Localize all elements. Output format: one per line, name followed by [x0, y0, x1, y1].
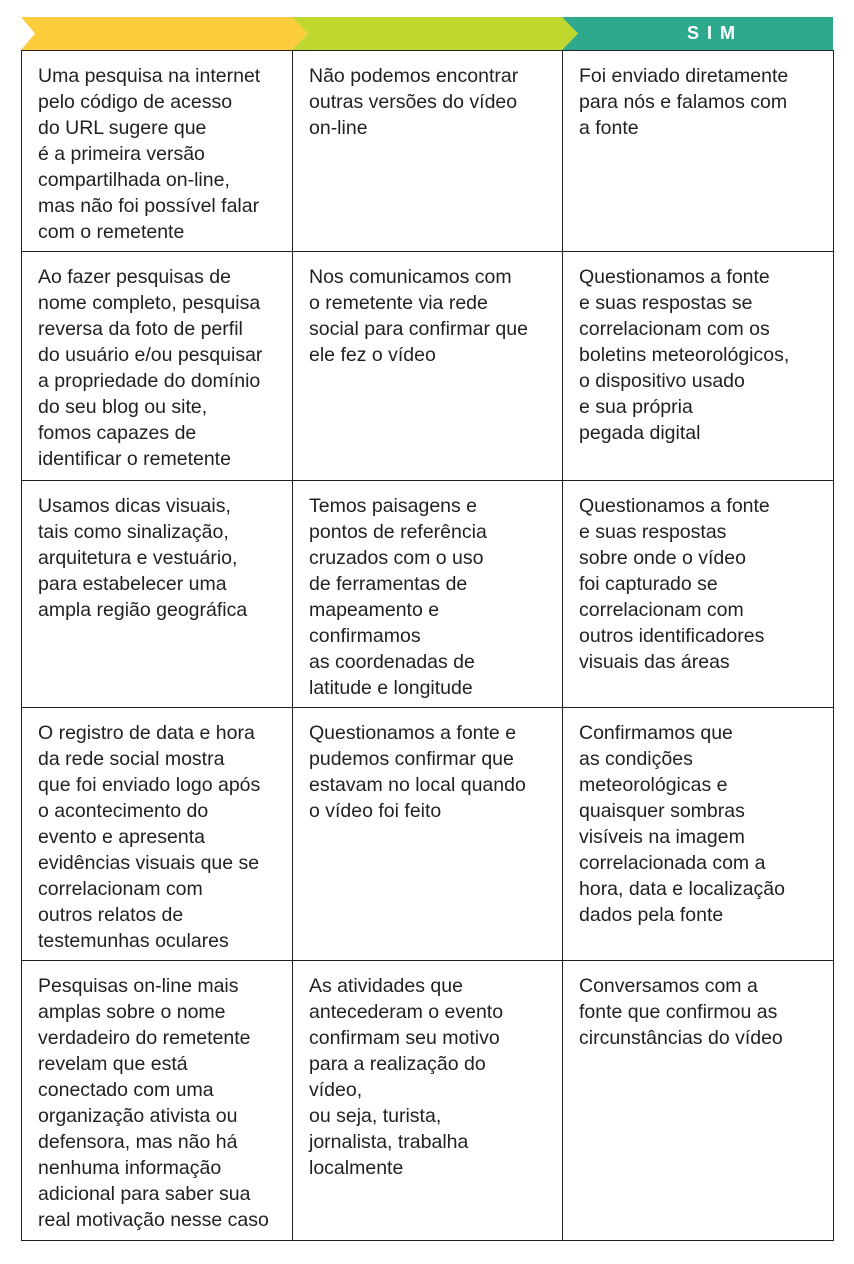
table-row — [22, 708, 834, 961]
table-cell: Questionamos a fonte e suas respostas se correlacionam com os boletins meteorológicos, o dispositivo usado e sua própria pegada digital — [563, 252, 834, 481]
table-cell: Pesquisas on-line mais amplas sobre o nome verdadeiro do remetente revelam que está conectado com uma organização ativista ou defensora, mas não há nenhuma informação adicional para saber sua real motivação nesse caso — [22, 961, 293, 1241]
table-row — [22, 481, 834, 708]
table-cell: Usamos dicas visuais, tais como sinalização, arquitetura e vestuário, para estabelecer uma ampla região geográfica — [22, 481, 293, 708]
table-row — [22, 961, 834, 1241]
table-cell: Confirmamos que as condições meteorológicas e quaisquer sombras visíveis na imagem correlacionada com a hora, data e localização dados pela fonte — [563, 708, 834, 961]
table-cell: Não podemos encontrar outras versões do vídeo on-line — [293, 51, 563, 252]
table-cell: Ao fazer pesquisas de nome completo, pesquisa reversa da foto de perfil do usuário e/ou pesquisar a propriedade do domínio do seu blog ou site, fomos capazes de identificar o remetente — [22, 252, 293, 481]
table-cell: Nos comunicamos com o remetente via rede social para confirmar que ele fez o vídeo — [293, 252, 563, 481]
table-cell: As atividades que antecederam o evento confirmam seu motivo para a realização do vídeo, ou seja, turista, jornalista, trabalha localmente — [293, 961, 563, 1241]
table-cell: O registro de data e hora da rede social mostra que foi enviado logo após o acontecimento do evento e apresenta evidências visuais que se correlacionam com outros relatos de testemunhas oculares — [22, 708, 293, 961]
header-segment-2 — [292, 17, 578, 50]
table-row — [22, 252, 834, 481]
table-cell: Temos paisagens e pontos de referência cruzados com o uso de ferramentas de mapeamento e confirmamos as coordenadas de latitude e longitude — [293, 481, 563, 708]
table-row — [22, 51, 834, 252]
table-cell: Questionamos a fonte e suas respostas sobre onde o vídeo foi capturado se correlacionam com outros identificadores visuais das áreas — [563, 481, 834, 708]
verification-table — [21, 50, 834, 1241]
table-cell: Questionamos a fonte e pudemos confirmar que estavam no local quando o vídeo foi feito — [293, 708, 563, 961]
header-label-sim: SIM — [686, 23, 743, 43]
table-cell: Foi enviado diretamente para nós e falamos com a fonte — [563, 51, 834, 252]
table-cell: Conversamos com a fonte que confirmou as circunstâncias do vídeo — [563, 961, 834, 1241]
table-cell: Uma pesquisa na internet pelo código de acesso do URL sugere que é a primeira versão compartilhada on-line, mas não foi possível falar com o remetente — [22, 51, 293, 252]
header-bar — [21, 17, 833, 50]
header-segment-1 — [21, 17, 308, 50]
